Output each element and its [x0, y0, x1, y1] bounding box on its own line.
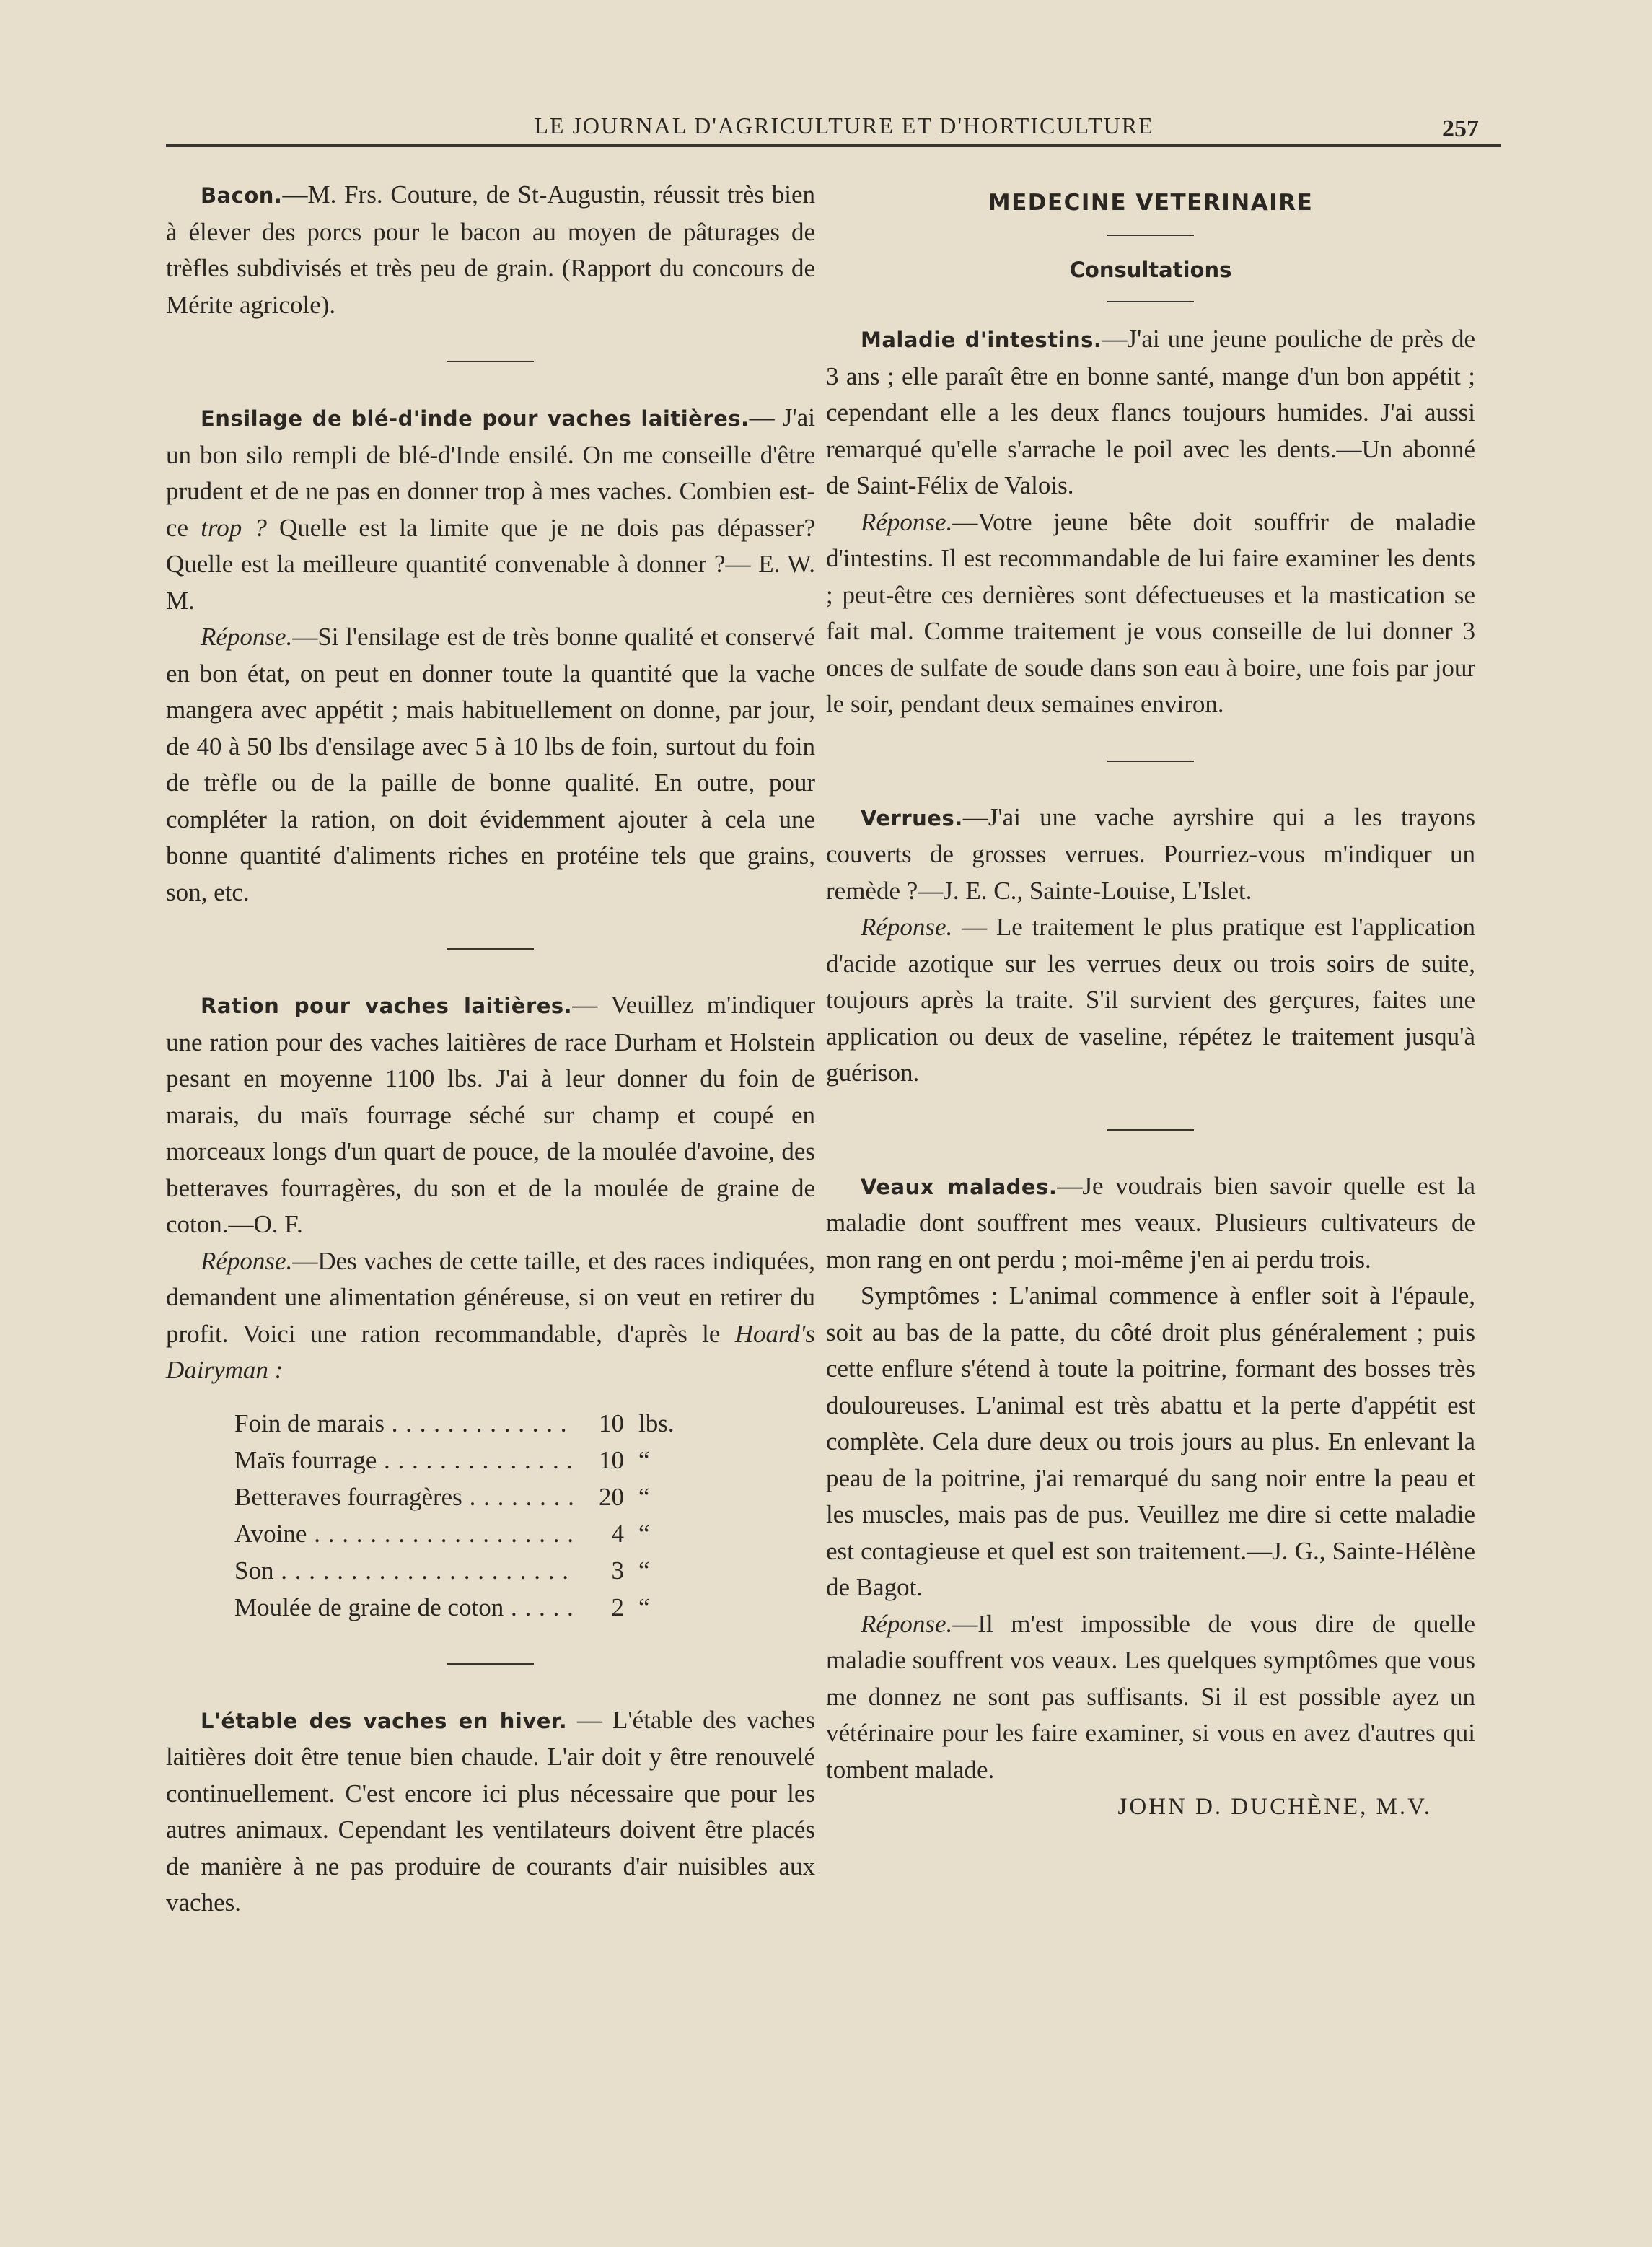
article-title: L'étable des vaches en hiver.: [201, 1708, 568, 1733]
ration-qty: 10: [599, 1445, 624, 1474]
ration-item: Moulée de graine de coton . . .: [234, 1589, 574, 1626]
question-emphasis: trop ?: [201, 513, 267, 542]
article-text: — L'étable des vaches laitières doit être tenue bien chaude. L'air doit y être renouvelé continuellement. C'est encore ici plus nécessaire que pour les autres animaux. Cependant les ventilateurs doivent être placés de manière à ne pas produire de courants d'air nuisibles aux vaches.: [166, 1705, 816, 1917]
answer-text: —Il m'est impossible de vous dire de quelle maladie souffrent vos veaux. Les quelques symptômes que vous me donnez ne sont pas suffisants. Si il est possible ayez un vétérinaire pour les faire examiner, si vous en avez d'autres qui tombent malade.: [826, 1609, 1475, 1784]
question-text: —Je voudrais bien savoir quelle est la maladie dont souffrent mes veaux. Plusieurs cultivateurs de mon rang en ont perdu ; moi-même j'en ai perdu trois.: [826, 1171, 1476, 1274]
separator: [447, 948, 534, 950]
ration-unit: “: [638, 1519, 650, 1548]
separator: [1107, 235, 1194, 236]
article-title: Veaux malades.: [861, 1174, 1058, 1199]
ration-table: [234, 1405, 696, 1626]
author-signature: JOHN D. DUCHÈNE, M.V.: [1117, 1794, 1432, 1820]
ration-item: Son . . .: [234, 1552, 574, 1589]
ration-item: Maïs fourrage . . .: [234, 1442, 574, 1479]
page-header: [166, 108, 1479, 152]
question-text: —J'ai une vache ayrshire qui a les trayons couverts de grosses verrues. Pourriez-vous m'indiquer un remède ?—J. E. C., Sainte-Louise, L'Islet.: [826, 802, 1475, 905]
article-ensilage: [166, 400, 815, 911]
article-title: Ration pour vaches laitières.: [201, 994, 573, 1018]
article-veaux: [826, 1168, 1475, 1821]
answer-text: —Votre jeune bête doit souffrir de maladie d'intestins. Il est recommandable de lui faire examiner les dents ; peut-être ces dernières sont défectueuses et la mastication se fait mal. Comme traitement je vous conseille de lui donner 3 onces de sulfate de soude dans son eau à boire, une fois par jour le soir, pendant deux semaines environ.: [826, 507, 1475, 718]
ration-unit: lbs.: [638, 1409, 675, 1437]
article-verrues: [826, 800, 1475, 1092]
answer-text: —Des vaches de cette taille, et des races indiquées, demandent une alimentation généreuse, si on veut en retirer du profit. Voici une ration recommandable, d'après le: [166, 1246, 815, 1348]
ration-row: [234, 1515, 696, 1552]
ration-qty: 4: [611, 1519, 624, 1548]
ration-unit: “: [638, 1445, 650, 1474]
answer-label: Réponse.: [201, 623, 293, 651]
ration-qty: 2: [611, 1593, 624, 1621]
article-title: Maladie d'intestins.: [861, 328, 1102, 352]
symptoms-text: Symptômes : L'animal commence à enfler soit à l'épaule, soit au bas de la patte, du côté droit plus généralement ; puis cette enflure s'étend à toute la poitrine, formant des bosses très douloureuses. L'animal est très abattu et la perte d'appétit est complète. Cela dure deux ou trois jours au plus. En enlevant la peau de la poitrine, j'ai remarqué du sang noir entre la peau et les muscles, mais pas de pus. Veuillez me dire si cette maladie est contagieuse et quel est son traitement.—J. G., Sainte-Hélène de Bagot.: [826, 1282, 1475, 1601]
ration-row: [234, 1442, 696, 1479]
article-intestins: [826, 321, 1475, 723]
ration-item: Betteraves fourragères . . .: [234, 1479, 574, 1515]
question-text: — J'ai un bon silo rempli de blé-d'Inde ensilé. On me conseille d'être prudent et de ne pas en donner trop à mes vaches. Combien est-ce: [166, 403, 815, 542]
answer-label: Réponse.: [861, 1609, 953, 1638]
ration-qty: 20: [599, 1482, 624, 1511]
section-subtitle: Consultations: [1069, 258, 1232, 282]
separator: [447, 1663, 534, 1665]
article-ration: [166, 987, 815, 1626]
answer-label: Réponse.: [861, 507, 953, 536]
running-head: LE JOURNAL D'AGRICULTURE ET D'HORTICULTURE: [534, 113, 1154, 139]
article-title: Bacon.: [201, 183, 283, 208]
ration-row: [234, 1552, 696, 1589]
article-etable: [166, 1702, 815, 1922]
answer-label: Réponse.: [861, 913, 953, 941]
section-title: MEDECINE VETERINAIRE: [988, 190, 1314, 216]
article-title: Ensilage de blé-d'inde pour vaches laitières.: [201, 406, 750, 431]
page-number: 257: [1442, 115, 1479, 142]
ration-unit: “: [638, 1593, 650, 1621]
left-column: [166, 177, 815, 1922]
separator: [1107, 1129, 1194, 1131]
separator: [1107, 761, 1194, 762]
ration-item: Avoine . . .: [234, 1515, 574, 1552]
ration-qty: 3: [611, 1556, 624, 1585]
article-title: Verrues.: [861, 805, 963, 831]
question-text: —J'ai une jeune pouliche de près de 3 ans ; elle paraît être en bonne santé, mange d'un bon appétit ; cependant elle a les deux flancs toujours humides. J'ai aussi remarqué qu'elle s'arrache le poil avec les dents.—Un abonné de Saint-Félix de Valois.: [826, 325, 1475, 499]
answer-text: — Le traitement le plus pratique est l'application d'acide azotique sur les verrues deux ou trois soirs de suite, toujours après la traite. S'il survient des gerçures, faites une application ou deux de vaseline, répétez le traitement jusqu'à guérison.: [826, 913, 1475, 1087]
question-text: Quelle est la limite que je ne dois pas dépasser? Quelle est la meilleure quantité convenable à donner ?— E. W. M.: [166, 513, 816, 615]
source-emphasis: Hoard's Dairyman :: [166, 1319, 815, 1384]
ration-row: [234, 1405, 696, 1442]
ration-unit: “: [638, 1556, 650, 1585]
separator: [447, 361, 534, 362]
right-column: [826, 177, 1475, 1821]
article-bacon: [166, 177, 815, 323]
answer-label: Réponse.: [201, 1246, 293, 1275]
answer-text: —Si l'ensilage est de très bonne qualité et conservé en bon état, on peut en donner toute la quantité que la vache mangera avec appétit ; mais habituellement on donne, par jour, de 40 à 50 lbs d'ensilage avec 5 à 10 lbs de foin, surtout du foin de trèfle ou de la paille de bonne qualité. En outre, pour compléter la ration, on doit évidemment ajouter à cela une bonne quantité d'aliments riches en protéine tels que grains, son, etc.: [166, 623, 815, 906]
ration-qty: 10: [599, 1409, 624, 1437]
ration-item: Foin de marais . . .: [234, 1405, 574, 1442]
ration-unit: “: [638, 1482, 650, 1511]
article-text: —M. Frs. Couture, de St-Augustin, réussit très bien à élever des porcs pour le bacon au moyen de pâturages de trèfles subdivisés et très peu de grain. (Rapport du concours de Mérite agricole).: [166, 180, 815, 319]
ration-row: [234, 1479, 696, 1515]
header-rule: [166, 144, 1501, 147]
question-text: — Veuillez m'indiquer une ration pour des vaches laitières de race Durham et Holstein pesant en moyenne 1100 lbs. J'ai à leur donner du foin de marais, du maïs fourrage séché sur champ et coupé en morceaux longs d'un quart de pouce, de la moulée d'avoine, des betteraves fourragères, du son et de la moulée de graine de coton.—O. F.: [166, 991, 815, 1238]
ration-row: [234, 1589, 696, 1626]
